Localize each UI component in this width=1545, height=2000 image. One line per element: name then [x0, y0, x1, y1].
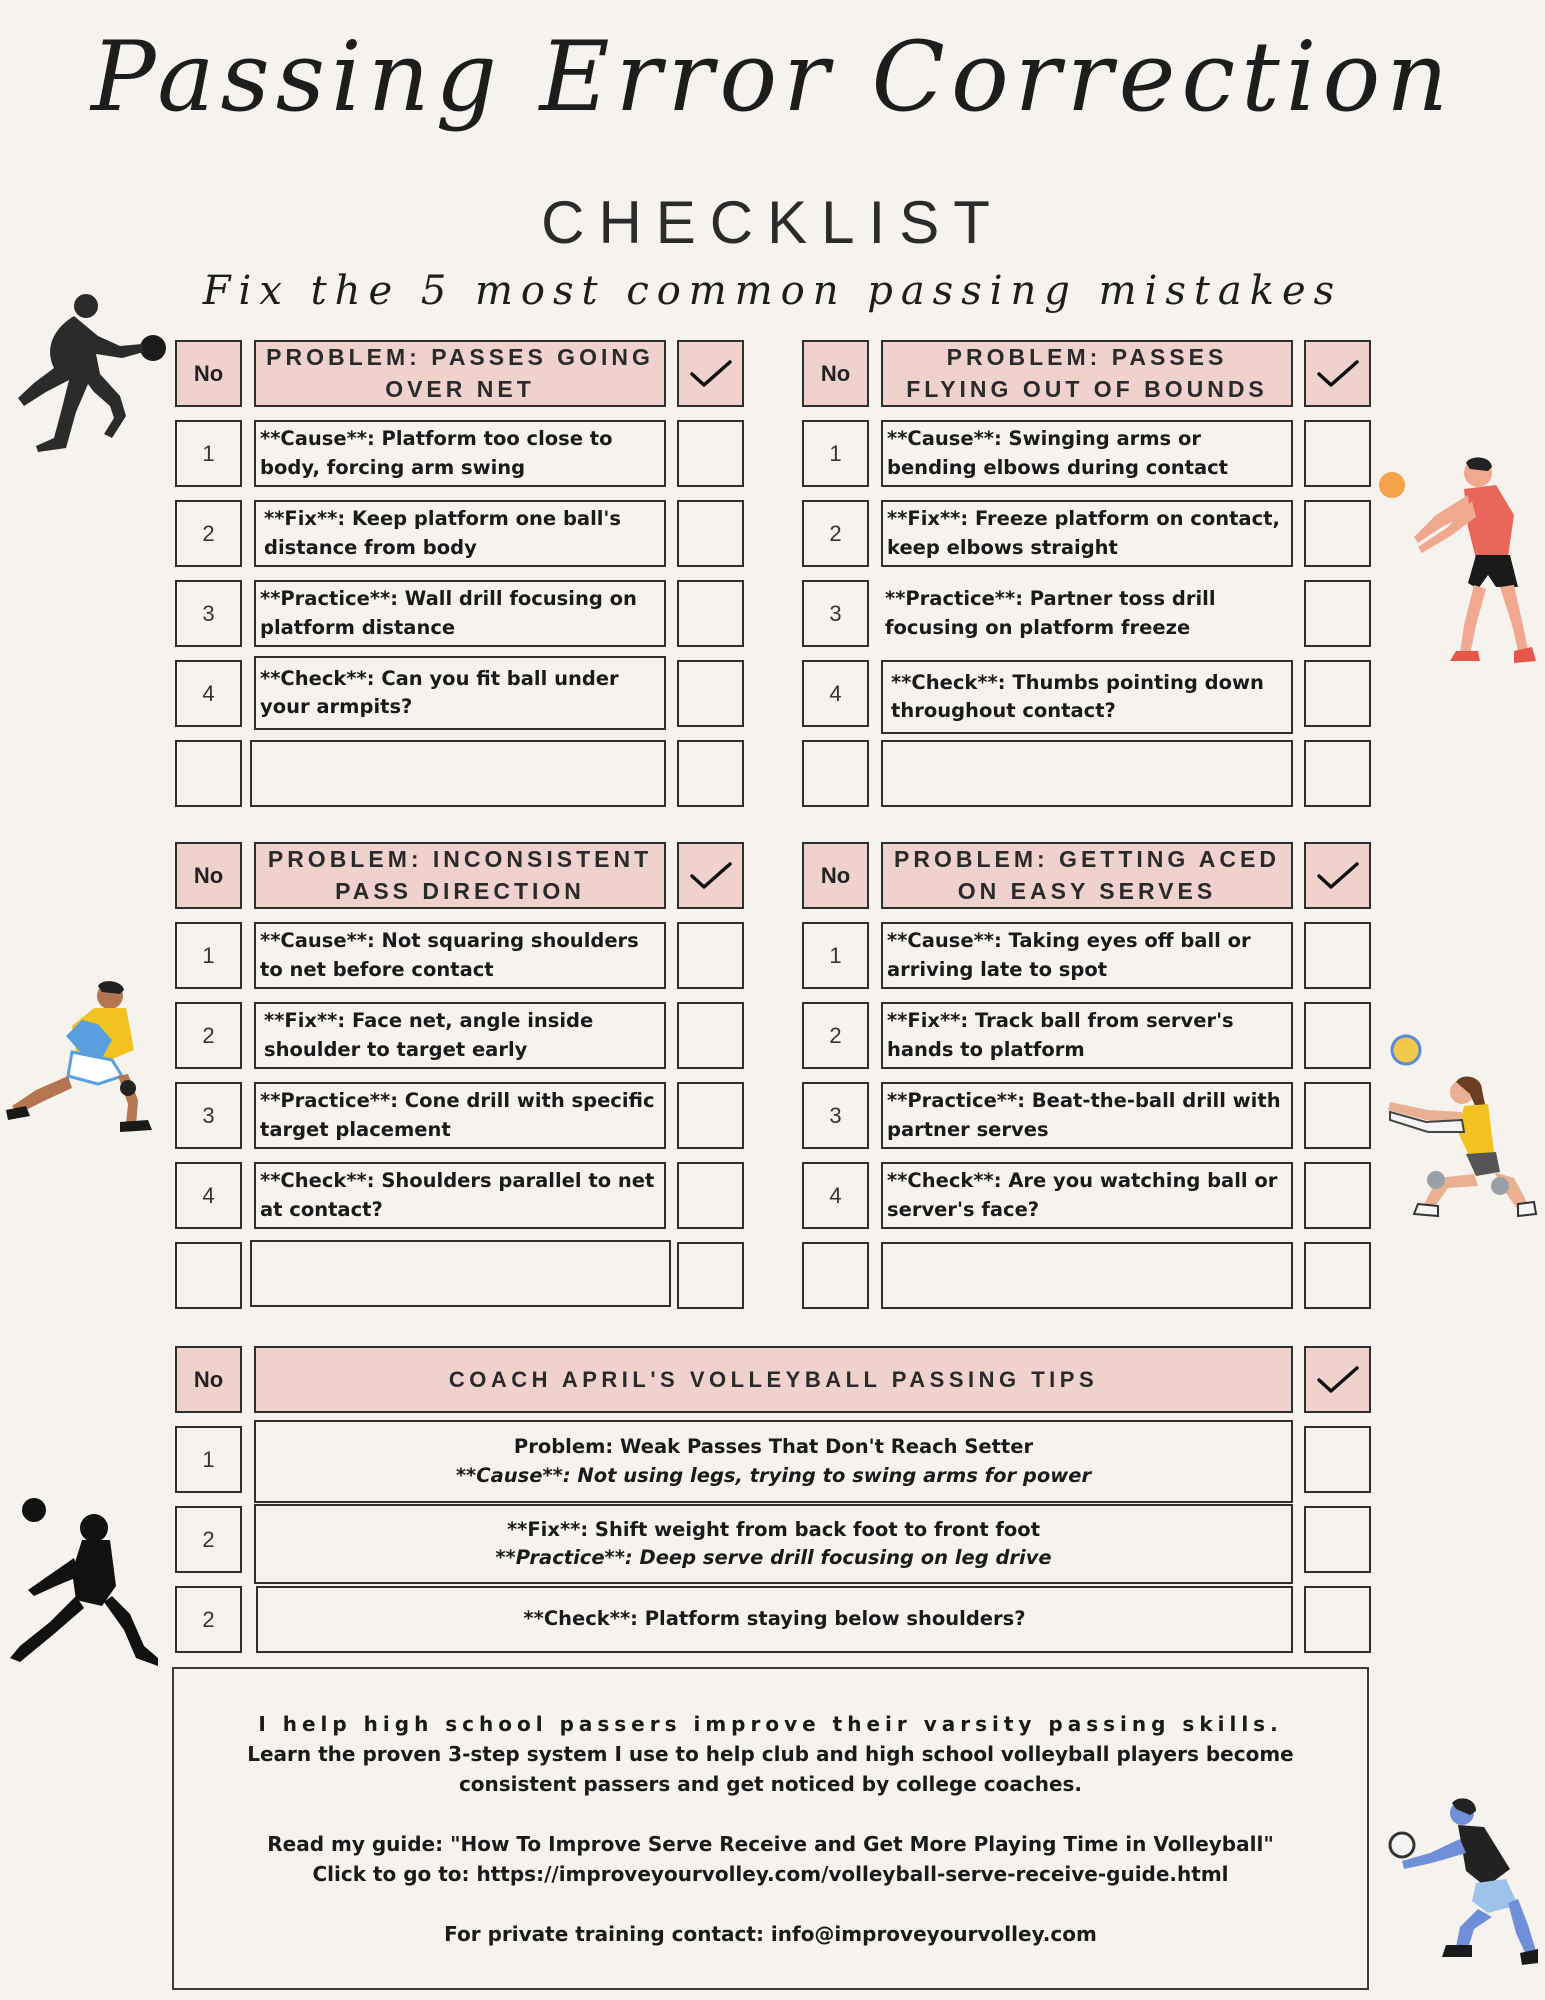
volleyball-player-red-shirt-icon [1378, 455, 1538, 675]
table4-row3-no: 3 [802, 1082, 869, 1149]
table3-check-header [677, 842, 744, 909]
checkmark-icon [689, 358, 733, 390]
footer-line1: I help high school passers improve their varsity passing skills. [258, 1711, 1283, 1736]
footer-line2: Learn the proven 3-step system I use to help club and high school volleyball players become [247, 1741, 1294, 1766]
table1-row3-checkbox[interactable] [677, 580, 744, 647]
tips-row1-line1: Problem: Weak Passes That Don't Reach Setter [513, 1435, 1034, 1459]
table3-header: PROBLEM: INCONSISTENT PASS DIRECTION [254, 842, 666, 909]
checkmark-icon [689, 860, 733, 892]
table4-row4-text: **Check**: Are you watching ball or server's face? [881, 1162, 1293, 1229]
table1-row5-checkbox[interactable] [677, 740, 744, 807]
table4-row4-no: 4 [802, 1162, 869, 1229]
table2-no-header: No [802, 340, 869, 407]
table3-row2-no: 2 [175, 1002, 242, 1069]
footer-contact-email[interactable]: For private training contact: info@improveyourvolley.com [444, 1921, 1097, 1946]
table2-check-header [1304, 340, 1371, 407]
volleyball-player-silhouette-bottom-icon [6, 1496, 166, 1672]
tips-row3-line1: **Check**: Platform staying below shoulders? [523, 1607, 1026, 1631]
table2-row2-text: **Fix**: Freeze platform on contact, keep elbows straight [881, 500, 1293, 567]
table1-row2-no: 2 [175, 500, 242, 567]
table4-row5-text[interactable] [881, 1242, 1293, 1309]
table4-row2-text: **Fix**: Track ball from server's hands to platform [881, 1002, 1293, 1069]
volleyball-player-girl-yellow-icon [1378, 1028, 1538, 1222]
table4-row3-checkbox[interactable] [1304, 1082, 1371, 1149]
footer-guide-line: Read my guide: "How To Improve Serve Receive and Get More Playing Time in Volleyball" [267, 1831, 1274, 1856]
tips-row3-checkbox[interactable] [1304, 1586, 1371, 1653]
tips-check-header [1304, 1346, 1371, 1413]
table2-row3-text: **Practice**: Partner toss drill focusing on platform freeze [881, 580, 1293, 647]
table1-row1-text: **Cause**: Platform too close to body, forcing arm swing [254, 420, 666, 487]
table4-row1-no: 1 [802, 922, 869, 989]
tips-row1-text [254, 1420, 1293, 1503]
checkmark-icon [1316, 860, 1360, 892]
tips-row2-line1: **Fix**: Shift weight from back foot to front foot [506, 1517, 1041, 1541]
table3-row4-checkbox[interactable] [677, 1162, 744, 1229]
table1-check-header [677, 340, 744, 407]
table2-row3-no: 3 [802, 580, 869, 647]
page-title-checklist: CHECKLIST [541, 189, 1004, 256]
table3-row3-text: **Practice**: Cone drill with specific target placement [254, 1082, 666, 1149]
table4-row1-text: **Cause**: Taking eyes off ball or arriving late to spot [881, 922, 1293, 989]
volleyball-player-blue-icon [1380, 1795, 1540, 1971]
table1-row4-no: 4 [175, 660, 242, 727]
tips-row2-line2: **Practice**: Deep serve drill focusing on leg drive [495, 1546, 1052, 1569]
table1-no-header: No [175, 340, 242, 407]
table3-row5-no [175, 1242, 242, 1309]
table2-row4-no: 4 [802, 660, 869, 727]
table4-row5-no [802, 1242, 869, 1309]
table3-row3-checkbox[interactable] [677, 1082, 744, 1149]
table4-check-header [1304, 842, 1371, 909]
tips-row2-no: 2 [175, 1506, 242, 1573]
table2-row3-checkbox[interactable] [1304, 580, 1371, 647]
table3-row3-no: 3 [175, 1082, 242, 1149]
tips-row1-checkbox[interactable] [1304, 1426, 1371, 1493]
footer-guide-link[interactable]: Click to go to: https://improveyourvolley.com/volleyball-serve-receive-guide.html [312, 1861, 1229, 1886]
table4-row2-checkbox[interactable] [1304, 1002, 1371, 1069]
table2-row5-checkbox[interactable] [1304, 740, 1371, 807]
page-subtitle: Fix the 5 most common passing mistakes [202, 268, 1343, 314]
table1-header: PROBLEM: PASSES GOING OVER NET [254, 340, 666, 407]
tips-no-header: No [175, 1346, 242, 1413]
table2-row2-checkbox[interactable] [1304, 500, 1371, 567]
table2-header: PROBLEM: PASSES FLYING OUT OF BOUNDS [881, 340, 1293, 407]
table3-row1-no: 1 [175, 922, 242, 989]
table3-row4-text: **Check**: Shoulders parallel to net at contact? [254, 1162, 666, 1229]
table1-row1-checkbox[interactable] [677, 420, 744, 487]
table2-row1-no: 1 [802, 420, 869, 487]
table1-row5-text[interactable] [250, 740, 666, 807]
table2-row1-checkbox[interactable] [1304, 420, 1371, 487]
table4-row2-no: 2 [802, 1002, 869, 1069]
checkmark-icon [1316, 1364, 1360, 1396]
table2-row4-checkbox[interactable] [1304, 660, 1371, 727]
tips-row1-line2: **Cause**: Not using legs, trying to swing arms for power [455, 1463, 1092, 1487]
table2-row5-text[interactable] [881, 740, 1293, 807]
footer-info-box [172, 1667, 1369, 1990]
table3-row1-checkbox[interactable] [677, 922, 744, 989]
table4-row4-checkbox[interactable] [1304, 1162, 1371, 1229]
tips-row2-text [254, 1504, 1293, 1584]
table3-row5-checkbox[interactable] [677, 1242, 744, 1309]
table1-row3-no: 3 [175, 580, 242, 647]
table1-row4-checkbox[interactable] [677, 660, 744, 727]
table2-row4-text: **Check**: Thumbs pointing down throughout contact? [881, 660, 1293, 734]
table4-row5-checkbox[interactable] [1304, 1242, 1371, 1309]
table1-row1-no: 1 [175, 420, 242, 487]
table1-row2-text: **Fix**: Keep platform one ball's distance from body [254, 500, 666, 567]
page-title: Passing Error Correction [90, 21, 1455, 133]
table3-no-header: No [175, 842, 242, 909]
table4-row3-text: **Practice**: Beat-the-ball drill with partner serves [881, 1082, 1293, 1149]
table1-row4-text: **Check**: Can you fit ball under your armpits? [254, 656, 666, 730]
table3-row2-checkbox[interactable] [677, 1002, 744, 1069]
table1-row2-checkbox[interactable] [677, 500, 744, 567]
table3-row5-text[interactable] [250, 1240, 671, 1307]
table3-row2-text: **Fix**: Face net, angle inside shoulder to target early [254, 1002, 666, 1069]
tips-row3-text [256, 1586, 1293, 1653]
table3-row4-no: 4 [175, 1162, 242, 1229]
volleyball-player-yellow-jersey-icon [2, 980, 164, 1140]
table2-row2-no: 2 [802, 500, 869, 567]
table3-row1-text: **Cause**: Not squaring shoulders to net before contact [254, 922, 666, 989]
checkmark-icon [1316, 358, 1360, 390]
table2-row5-no [802, 740, 869, 807]
tips-row2-checkbox[interactable] [1304, 1506, 1371, 1573]
table4-row1-checkbox[interactable] [1304, 922, 1371, 989]
table1-row3-text: **Practice**: Wall drill focusing on platform distance [254, 580, 666, 647]
tips-row1-no: 1 [175, 1426, 242, 1493]
table4-header: PROBLEM: GETTING ACED ON EASY SERVES [881, 842, 1293, 909]
volleyball-player-silhouette-icon [14, 288, 174, 453]
table4-no-header: No [802, 842, 869, 909]
table1-row5-no [175, 740, 242, 807]
footer-line3: consistent passers and get noticed by college coaches. [458, 1771, 1083, 1796]
tips-row3-no: 2 [175, 1586, 242, 1653]
tips-header: COACH APRIL'S VOLLEYBALL PASSING TIPS [254, 1346, 1293, 1413]
table2-row1-text: **Cause**: Swinging arms or bending elbows during contact [881, 420, 1293, 487]
